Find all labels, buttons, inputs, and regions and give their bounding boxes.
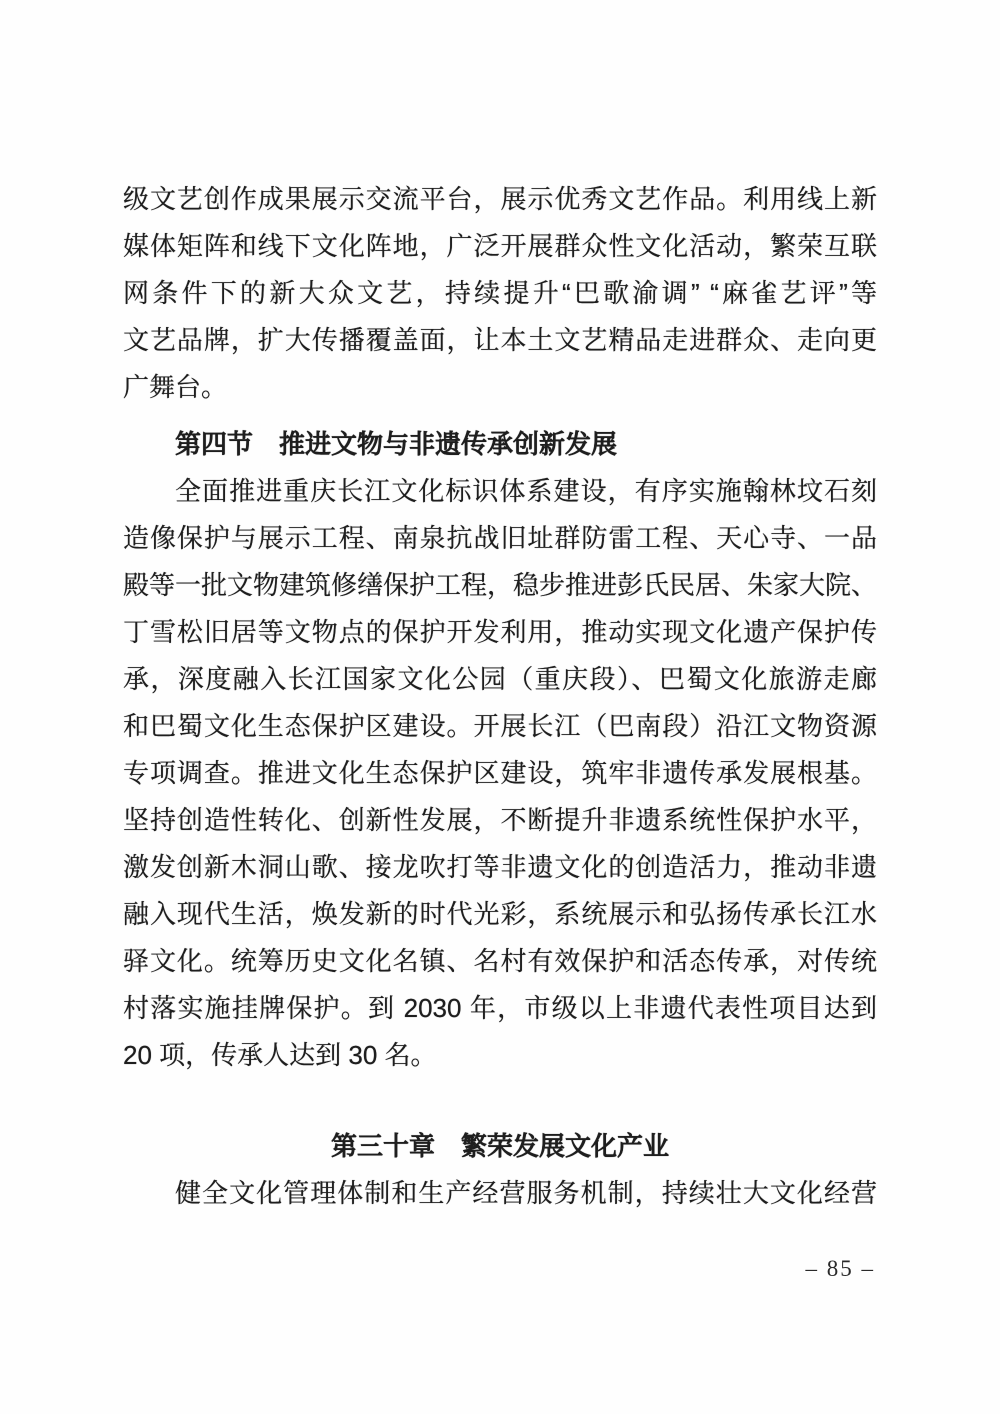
text-line: 造像保护与展示工程、南泉抗战旧址群防雷工程、天心寺、一品 xyxy=(123,523,877,553)
body-paragraph xyxy=(123,468,877,1079)
text-line: 丁雪松旧居等文物点的保护开发利用，推动实现文化遗产保护传 xyxy=(123,617,877,647)
text-line: 驿文化。统筹历史文化名镇、名村有效保护和活态传承，对传统 xyxy=(123,946,877,976)
text-line: 全面推进重庆长江文化标识体系建设，有序实施翰林坟石刻 xyxy=(175,476,877,506)
text-line: 级文艺创作成果展示交流平台，展示优秀文艺作品。利用线上新 xyxy=(123,184,877,214)
text-line: 村落实施挂牌保护。到 2030 年，市级以上非遗代表性项目达到 xyxy=(123,993,877,1023)
section-heading: 第四节 推进文物与非遗传承创新发展 xyxy=(175,429,618,459)
text-line: 广舞台。 xyxy=(123,372,228,402)
text-line: 殿等一批文物建筑修缮保护工程，稳步推进彭氏民居、朱家大院、 xyxy=(123,570,878,600)
text-line: 网条件下的新大众文艺，持续提升“巴歌渝调” “麻雀艺评”等 xyxy=(123,278,877,308)
page-number: – 85 – xyxy=(805,1256,875,1281)
body-paragraph-continuation xyxy=(123,176,877,411)
text-line: 激发创新木洞山歌、接龙吹打等非遗文化的创造活力，推动非遗 xyxy=(123,852,877,882)
text-line: 媒体矩阵和线下文化阵地，广泛开展群众性文化活动，繁荣互联 xyxy=(123,231,877,261)
text-line: 坚持创造性转化、创新性发展，不断提升非遗系统性保护水平， xyxy=(123,805,877,835)
body-paragraph xyxy=(123,1170,877,1217)
page-footer xyxy=(806,1256,876,1282)
text-line: 和巴蜀文化生态保护区建设。开展长江（巴南段）沿江文物资源 xyxy=(123,711,877,741)
chapter-heading: 第三十章 繁荣发展文化产业 xyxy=(330,1131,669,1161)
text-line: 20 项，传承人达到 30 名。 xyxy=(123,1040,437,1070)
text-line: 专项调查。推进文化生态保护区建设，筑牢非遗传承发展根基。 xyxy=(123,758,877,788)
document-body xyxy=(123,176,877,1217)
text-line: 融入现代生活，焕发新的时代光彩，系统展示和弘扬传承长江水 xyxy=(123,899,877,929)
text-line: 承，深度融入长江国家文化公园（重庆段）、巴蜀文化旅游走廊 xyxy=(123,664,877,694)
text-line: 健全文化管理体制和生产经营服务机制，持续壮大文化经营 xyxy=(175,1178,877,1208)
text-line: 文艺品牌，扩大传播覆盖面，让本土文艺精品走进群众、走向更 xyxy=(123,325,877,355)
